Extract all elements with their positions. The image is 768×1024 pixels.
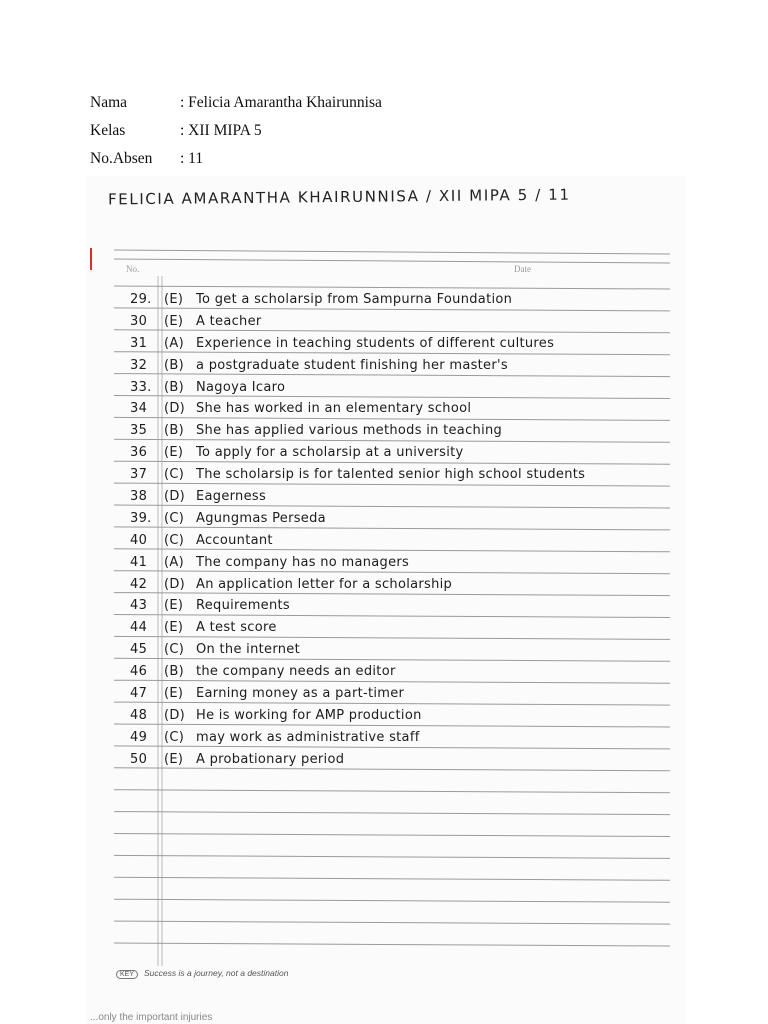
answer-option: (E) xyxy=(164,686,184,702)
ruled-line xyxy=(114,417,670,420)
answer-number: 49 xyxy=(130,729,148,745)
ruled-line xyxy=(114,658,670,661)
answer-option: (C) xyxy=(164,532,185,548)
ruled-line xyxy=(114,593,670,596)
ruled-line xyxy=(114,636,670,639)
ruled-line xyxy=(114,250,670,254)
answer-number: 33. xyxy=(130,379,152,395)
ruled-line xyxy=(114,330,670,333)
ruled-line xyxy=(114,527,670,530)
bottom-note: ...only the important injuries xyxy=(90,1012,213,1023)
answer-number: 48 xyxy=(130,707,148,723)
answer-option: (B) xyxy=(164,379,184,395)
info-label-kelas: Kelas xyxy=(90,122,126,139)
answer-number: 35 xyxy=(130,423,148,439)
no-label: No. xyxy=(126,264,140,274)
answer-number: 40 xyxy=(130,532,148,548)
ruled-line xyxy=(114,921,670,924)
ruled-line xyxy=(114,286,670,289)
ruled-line xyxy=(114,724,670,727)
ruled-line xyxy=(114,439,670,442)
answer-text: She has applied various methods in teaching xyxy=(196,423,503,439)
answer-number: 37 xyxy=(130,467,148,483)
answer-text: On the internet xyxy=(196,642,300,658)
ruled-line xyxy=(114,812,670,815)
ruled-line xyxy=(114,790,670,793)
ruled-line xyxy=(114,571,670,574)
answer-number: 50 xyxy=(130,751,148,767)
ruled-line xyxy=(114,308,670,311)
ruled-line xyxy=(114,396,670,399)
notebook-photo xyxy=(86,176,686,1024)
answer-text: Accountant xyxy=(196,532,273,548)
answer-number: 39. xyxy=(130,510,152,526)
ruled-line xyxy=(114,899,670,902)
answer-number: 32 xyxy=(130,357,148,373)
answer-option: (E) xyxy=(164,313,184,329)
answer-text: Agungmas Perseda xyxy=(196,510,326,526)
answer-number: 41 xyxy=(130,554,148,570)
answer-text: An application letter for a scholarship xyxy=(196,576,453,592)
answer-option: (A) xyxy=(164,554,184,570)
ruled-line xyxy=(114,505,670,508)
answer-option: (B) xyxy=(164,664,184,680)
answer-option: (A) xyxy=(164,335,184,351)
answer-number: 44 xyxy=(130,620,148,636)
answer-text: Nagoya Icaro xyxy=(196,379,286,395)
ruled-line xyxy=(114,768,670,771)
info-value-kelas: : XII MIPA 5 xyxy=(180,122,262,139)
answer-option: (C) xyxy=(164,642,185,658)
answer-text: The scholarsip is for talented senior high school students xyxy=(196,467,586,483)
ruled-line xyxy=(114,746,670,749)
answer-number: 38 xyxy=(130,489,148,505)
answer-text: the company needs an editor xyxy=(196,664,396,680)
answer-text: Eagerness xyxy=(196,489,267,505)
footer-quote: Success is a journey, not a destination xyxy=(144,968,289,978)
answer-option: (E) xyxy=(164,598,184,614)
answer-text: Earning money as a part-timer xyxy=(196,686,405,702)
answer-option: (D) xyxy=(164,707,186,723)
answer-number: 31 xyxy=(130,335,148,351)
answer-option: (C) xyxy=(164,510,185,526)
answer-text: a postgraduate student finishing her master's xyxy=(196,357,508,373)
ruled-line xyxy=(114,702,670,705)
answer-text: Requirements xyxy=(196,598,290,614)
ruled-line xyxy=(114,615,670,618)
date-label: Date xyxy=(514,264,531,274)
ruled-line xyxy=(114,483,670,486)
answer-option: (D) xyxy=(164,576,186,592)
answer-number: 46 xyxy=(130,664,148,680)
answer-number: 45 xyxy=(130,642,148,658)
answer-option: (C) xyxy=(164,467,185,483)
answer-text: The company has no managers xyxy=(196,554,410,570)
answer-option: (E) xyxy=(164,292,184,307)
answer-text: A teacher xyxy=(196,313,262,329)
answer-text: To get a scholarsip from Sampurna Foundation xyxy=(196,292,513,307)
answer-number: 47 xyxy=(130,686,148,702)
answer-option: (C) xyxy=(164,729,185,745)
answer-text: To apply for a scholarsip at a university xyxy=(196,445,464,461)
answer-text: She has worked in an elementary school xyxy=(196,401,472,417)
notebook-footer xyxy=(116,968,288,979)
red-margin-mark xyxy=(90,248,92,270)
answer-number: 30 xyxy=(130,313,148,329)
handwritten-name-line: FELICIA AMARANTHA KHAIRUNNISA / XII MIPA 5 / 11 xyxy=(107,185,571,209)
ruled-line xyxy=(114,374,670,377)
answer-text: may work as administrative staff xyxy=(196,729,420,745)
answer-option: (E) xyxy=(164,620,184,636)
answer-option: (D) xyxy=(164,489,186,505)
answer-text: A test score xyxy=(196,620,277,636)
info-value-nama: : Felicia Amarantha Khairunnisa xyxy=(180,94,382,111)
answer-number: 36 xyxy=(130,445,148,461)
ruled-line xyxy=(114,877,670,880)
answer-option: (B) xyxy=(164,357,184,373)
ruled-line xyxy=(114,352,670,355)
ruled-line xyxy=(114,943,670,946)
answer-number: 42 xyxy=(130,576,148,592)
ruled-line xyxy=(114,680,670,683)
ruled-line xyxy=(114,259,670,263)
ruled-line xyxy=(114,461,670,464)
info-value-absen: : 11 xyxy=(180,150,204,167)
answer-number: 29. xyxy=(130,292,152,307)
key-badge: KEY xyxy=(116,970,138,979)
info-label-nama: Nama xyxy=(90,94,128,111)
answer-text: A probationary period xyxy=(196,751,345,767)
ruled-line xyxy=(114,855,670,858)
answer-option: (D) xyxy=(164,401,186,417)
answer-option: (E) xyxy=(164,445,184,461)
info-label-absen: No.Absen xyxy=(90,150,153,167)
answer-option: (B) xyxy=(164,423,184,439)
answer-text: Experience in teaching students of different cultures xyxy=(196,335,555,351)
answer-number: 34 xyxy=(130,401,148,417)
ruled-line xyxy=(114,549,670,552)
ruled-line xyxy=(114,834,670,837)
answer-option: (E) xyxy=(164,751,184,767)
answer-number: 43 xyxy=(130,598,148,614)
answer-text: He is working for AMP production xyxy=(196,707,422,723)
